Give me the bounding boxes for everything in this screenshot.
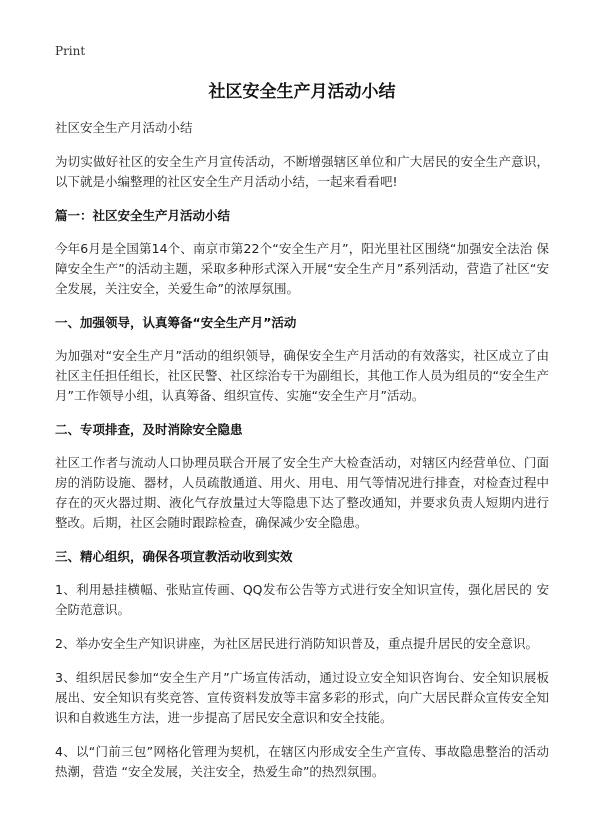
page-title: 社区安全生产月活动小结: [208, 82, 396, 102]
document-content: [55, 80, 549, 796]
article-paragraph: 今年6月是全国第14个、南京市第22个“安全生产月”，阳光里社区围绕“加强安全法治 保障安全生产”的活动主题，采取多种形式深入开展“安全生产月”系列活动，营造了社区“安全发展，关注安全，关爱生命”的浓厚氛围。: [55, 241, 549, 296]
section-heading-2: 二、专项排查，及时消除安全隐患: [55, 422, 243, 437]
list-item-2: 2、举办安全生产知识讲座，为社区居民进行消防知识普及，重点提升居民的安全意识。: [55, 636, 538, 651]
list-item-4: 4、以“门前三包”网格化管理为契机，在辖区内形成安全生产宣传、事故隐患整治的活动热潮，营造 “安全发展，关注安全，热爱生命”的热烈氛围。: [55, 744, 549, 779]
list-item-1: 1、利用悬挂横幅、张贴宣传画、QQ发布公告等方式进行安全知识宣传，强化居民的 安全防范意识。: [55, 582, 549, 617]
section-paragraph-2: 社区工作者与流动人口协理员联合开展了安全生产大检查活动，对辖区内经营单位、门面房的消防设施、器材，人员疏散通道、用火、用电、用气等情况进行排查，对检查过程中存在的灭火器过期、液化气存放量过大等隐患下达了整改通知，并要求负责人短期内进行整改。后期，社区会随时跟踪检查，确保减少安全隐患。: [55, 455, 549, 530]
section-heading-3: 三、精心组织，确保各项宣教活动收到实效: [55, 549, 293, 564]
article-heading: 篇一：社区安全生产月活动小结: [55, 208, 231, 223]
document-subtitle: 社区安全生产月活动小结: [55, 120, 193, 135]
print-link[interactable]: Print: [55, 44, 86, 58]
section-heading-1: 一、加强领导，认真筹备“安全生产月”活动: [55, 315, 297, 330]
intro-paragraph: 为切实做好社区的安全生产月宣传活动，不断增强辖区单位和广大居民的安全生产意识，以下就是小编整理的社区安全生产月活动小结，一起来看看吧!: [55, 154, 549, 189]
section-paragraph-1: 为加强对“安全生产月”活动的组织领导，确保安全生产月活动的有效落实，社区成立了由社区主任担任组长，社区民警、社区综治专干为副组长，其他工作人员为组员的“安全生产月”工作领导小组，认真筹备、组织宣传、实施“安全生产月”活动。: [55, 348, 549, 403]
list-item-3: 3、组织居民参加“安全生产月”广场宣传活动，通过设立安全知识咨询台、安全知识展板展出、安全知识有奖竞答、宣传资料发放等丰富多彩的形式，向广大居民群众宣传安全知识和自救逃生方法，进一步提高了居民安全意识和安全技能。: [55, 670, 549, 725]
